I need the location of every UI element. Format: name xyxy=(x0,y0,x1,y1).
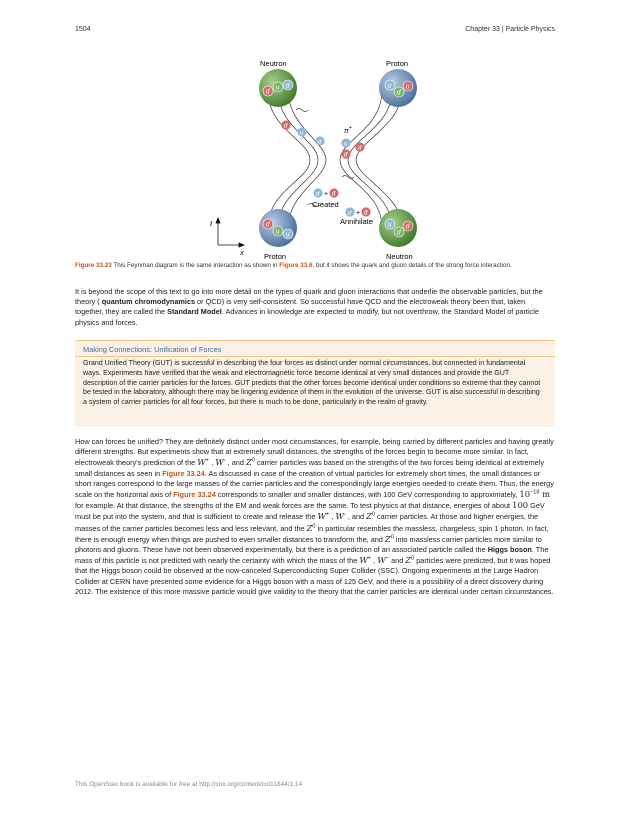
term-standard-model: Standard Model xyxy=(167,307,222,317)
math-w: W xyxy=(335,511,344,522)
figure-reference-link[interactable]: Figure 33.24 xyxy=(173,490,216,500)
quark-label: u xyxy=(285,231,290,239)
right-quark-lines xyxy=(340,90,402,228)
text: It is beyond the scope of this text to go into more detail on the types of quark and gluon interactions that underlie the observable particles, but the theory ( xyxy=(75,287,543,307)
box-title: Making Connections: Unification of Forces xyxy=(83,345,222,354)
superscript: − xyxy=(385,555,390,562)
time-space-axes xyxy=(216,218,244,247)
label-neutron-bottom: Neutron xyxy=(386,252,413,260)
quark-label: d xyxy=(315,190,320,198)
figure-number: Figure 33.23 xyxy=(75,262,112,269)
superscript: - xyxy=(223,457,226,464)
quark-label: u xyxy=(387,82,392,90)
text: corresponds to smaller and smaller distances, with 100 GeV corresponding to approximately, xyxy=(215,490,520,500)
quark-label: u xyxy=(343,140,348,148)
math-w: W xyxy=(377,555,386,566)
quark-label: u xyxy=(387,221,392,229)
label-created: Created xyxy=(312,200,339,209)
paragraph-unification xyxy=(75,437,555,597)
quark-label: d xyxy=(283,122,288,130)
text: , xyxy=(209,458,216,468)
quark-label: d xyxy=(347,209,352,217)
quark-label: d xyxy=(285,82,290,90)
label-annihilate: Annihilate xyxy=(340,217,373,226)
text: into massless carrier particles more similar to photons and gluons. These have not been observed experimentally, but there is a prediction of an associated particle called the xyxy=(75,534,542,555)
quark-label: d xyxy=(396,89,401,97)
quark-label: d̄ xyxy=(331,190,336,198)
math-w: W xyxy=(359,555,368,566)
quark-label: u xyxy=(299,129,304,137)
superscript: - xyxy=(343,512,346,518)
term-qcd: quantum chromodynamics xyxy=(99,297,196,307)
superscript: 0 xyxy=(371,512,375,518)
figure-reference-link[interactable]: Figure 33.24 xyxy=(162,468,205,478)
superscript: + xyxy=(205,457,210,464)
making-connections-box xyxy=(75,340,555,427)
math-w: W xyxy=(215,457,224,468)
math-z: Z xyxy=(366,511,372,522)
gluon-line xyxy=(296,109,308,112)
math-z: Z xyxy=(405,555,412,566)
quark-label: d xyxy=(396,229,401,237)
text: , xyxy=(329,512,336,522)
figure-caption xyxy=(75,262,555,270)
superscript: −18 xyxy=(530,489,540,496)
chapter-title: Chapter 33 | Particle Physics xyxy=(465,26,555,33)
text: in particular resembles the massless, chargeless, spin 1 photon. In fact, there is enough energy when things are pushed to even smaller distances to transform the, and xyxy=(75,523,549,544)
quark-label: d xyxy=(405,223,410,231)
math-w: W xyxy=(317,511,327,522)
gluon-line xyxy=(342,176,354,179)
superscript: 0 xyxy=(411,555,415,562)
quark-label: u xyxy=(275,228,280,236)
math-unit-m: m xyxy=(539,489,551,500)
superscript: + xyxy=(326,512,330,518)
superscript: 0 xyxy=(251,457,255,464)
superscript: + xyxy=(367,555,372,562)
text: GeV must be put into the system, and that is sufficient to create and release the xyxy=(75,501,545,522)
box-divider xyxy=(75,356,555,357)
quark-label: d̄ xyxy=(343,151,348,159)
text: particles were predicted, but it was hoped that the Higgs boson could be observed at the now-canceled Superconducting Super Collider (SSC). Ongoing experiments at the Large Hadron Collider at CERN have presented some evidence for a Higgs boson with a mass of 125 GeV, and there is a possibility of a direct discovery during 2012. The existence of this more massive particle would give validity to the theory that the carrier particles are identical under certain circumstances. xyxy=(75,556,554,596)
box-body: Grand Unified Theory (GUT) is successful in describing the four forces as distinct under normal circumstances, but connected in fundamental ways. Experiments have verified that the weak and electromagnetic force become identical at very small distances and provide the GUT description of the carrier particles for the forces. GUT predicts that the other forces become identical under conditions so extreme that they cannot be tested in the laboratory, although there may be lingering evidence of them in the evolution of the universe. GUT is also successful in describing a system of carrier particles for all four forces, but there is much to be done, particularly in the realm of gravity. xyxy=(83,359,541,407)
text: or QCD) is very self-consistent. So successful have QCD and the electroweak theory been that, taken together, they are called the xyxy=(75,297,526,317)
footer-note: This OpenStax book is available for free at http://cnx.org/content/col11844/1.14 xyxy=(75,781,303,788)
quark-label: d xyxy=(265,221,270,229)
math-ten: 10 xyxy=(519,489,531,500)
paragraph-qcd xyxy=(75,287,555,328)
text: carrier particles was based on the strengths of the two forces being identical at extremely small distances as seen in xyxy=(75,458,545,478)
text: , xyxy=(371,556,378,566)
quark-label: u xyxy=(405,83,410,91)
plus-sign: + xyxy=(356,210,361,217)
text: . The mass of this particle is not predicted with nearly the certainty with which the mass of the xyxy=(75,545,549,566)
superscript: 0 xyxy=(312,523,316,530)
quark-label: u xyxy=(275,84,280,92)
quark-label: d̄ xyxy=(363,209,368,217)
plus-sign: + xyxy=(324,191,329,198)
pion-charge: + xyxy=(349,125,352,131)
math-w: W xyxy=(197,457,206,468)
text: . As discussed in case of the creation of virtual particles for extremely short times, the small distances or short ranges correspond to the large masses of the carrier particles and the correspondingly large energies needed to create them. Thus, the energy scale on the horizontal axis of xyxy=(75,468,554,500)
page-number: 1504 xyxy=(75,26,91,33)
term-higgs-boson: Higgs boson xyxy=(487,545,532,555)
math-100: 100 xyxy=(512,500,529,511)
text: carrier particles. At those and higher energies, the masses of the carrier particles becomes less and less relevant, and the xyxy=(75,512,539,533)
label-proton-top: Proton xyxy=(386,59,409,68)
text: for example. At that distance, the strengths of the EM and weak forces are the same. To test physics at that distance, energies of about xyxy=(75,501,513,511)
quark-label: d xyxy=(265,88,270,96)
text: and xyxy=(389,556,406,566)
axis-x-label: x xyxy=(240,248,244,257)
label-neutron-top: Neutron xyxy=(260,59,287,68)
caption-text: This Feynman diagram is the same interaction as shown in xyxy=(111,262,280,269)
text: How can forces be unified? They are definitely distinct under most circumstances, for example, being carried by different particles and having greatly different strengths. But experiments show that at extremely small distances, the strengths of the forces begin to become more similar. In fact, electroweak theory's prediction of the xyxy=(75,437,554,468)
feynman-diagram xyxy=(200,50,440,260)
quark-label: d xyxy=(317,138,322,146)
text: . Advances in knowledge are expected to modify, but not overthrow, the Standard Model of particle physics and forces. xyxy=(75,307,539,327)
math-z: Z xyxy=(306,522,313,533)
math-z: Z xyxy=(245,457,252,468)
axis-t-label: t xyxy=(210,219,213,228)
figure-reference-link[interactable]: Figure 33.6 xyxy=(279,262,313,269)
text: , and xyxy=(225,458,246,468)
quark-label: d xyxy=(357,144,362,152)
text: , and xyxy=(345,512,367,522)
label-proton-bottom: Proton xyxy=(264,252,287,260)
math-z: Z xyxy=(384,533,391,544)
caption-text: , but it shows the quark and gluon details of the strong force interaction. xyxy=(312,262,512,269)
superscript: 0 xyxy=(390,534,394,541)
pion-label: π xyxy=(344,128,349,135)
